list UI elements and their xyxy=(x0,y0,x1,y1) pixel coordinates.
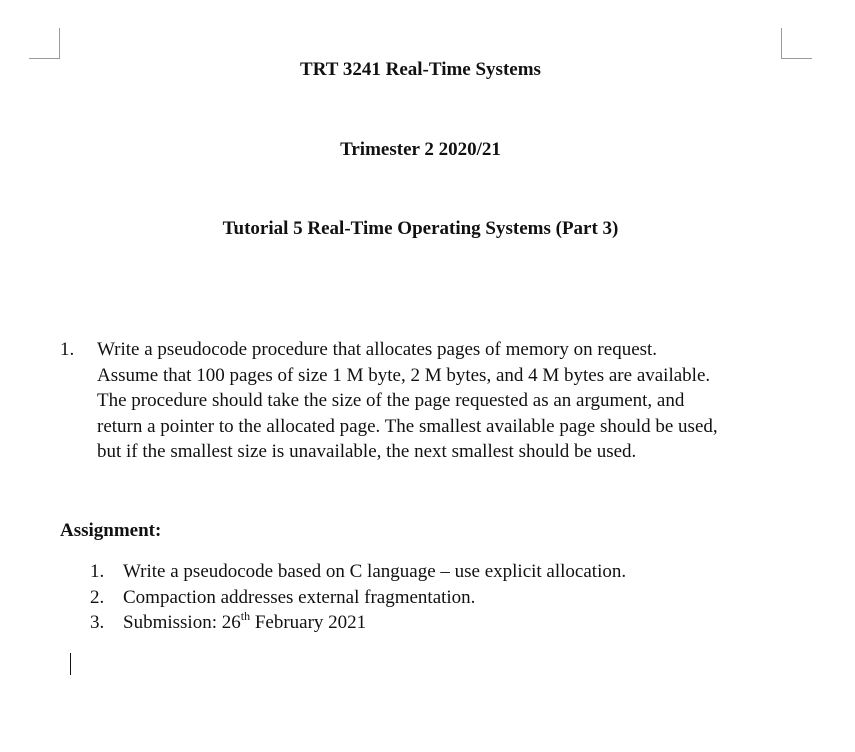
assignment-item xyxy=(90,585,790,611)
submission-prefix: Submission: 26 xyxy=(123,612,241,633)
submission-suffix: February 2021 xyxy=(250,612,367,633)
question-line: The procedure should take the size of the page requested as an argument, and xyxy=(97,390,685,411)
question-item xyxy=(60,337,800,465)
question-number: 1. xyxy=(60,339,75,360)
question-line: return a pointer to the allocated page. The smallest available page should be used, xyxy=(97,415,718,437)
assignment-item-number: 1. xyxy=(90,561,105,582)
question-line: Assume that 100 pages of size 1 M byte, 2 M bytes, and 4 M bytes are available. xyxy=(97,364,711,386)
term-heading: Trimester 2 2020/21 xyxy=(340,139,501,160)
assignment-item-text: Write a pseudocode based on C language – use explicit allocation. xyxy=(123,561,627,582)
assignment-item-number: 3. xyxy=(90,612,105,633)
top-left-margin-mark xyxy=(29,28,60,59)
text-cursor[interactable] xyxy=(70,653,71,675)
question-text xyxy=(97,337,800,465)
tutorial-title: Tutorial 5 Real-Time Operating Systems (Part 3) xyxy=(222,218,619,239)
question-line: but if the smallest size is unavailable, the next smallest should be used. xyxy=(97,441,637,462)
assignment-item xyxy=(90,610,790,636)
assignment-item-number: 2. xyxy=(90,586,105,608)
date-ordinal-suffix: th xyxy=(240,608,251,623)
assignment-heading: Assignment: xyxy=(60,520,162,541)
top-right-margin-mark xyxy=(781,28,812,59)
submission-text xyxy=(123,610,790,636)
question-line: Write a pseudocode procedure that allocates pages of memory on request. xyxy=(97,339,658,360)
assignment-list xyxy=(90,559,790,636)
assignment-item-text: Compaction addresses external fragmentation. xyxy=(123,586,476,608)
assignment-item xyxy=(90,559,790,585)
course-title: TRT 3241 Real-Time Systems xyxy=(300,59,541,80)
question-list xyxy=(60,337,800,465)
